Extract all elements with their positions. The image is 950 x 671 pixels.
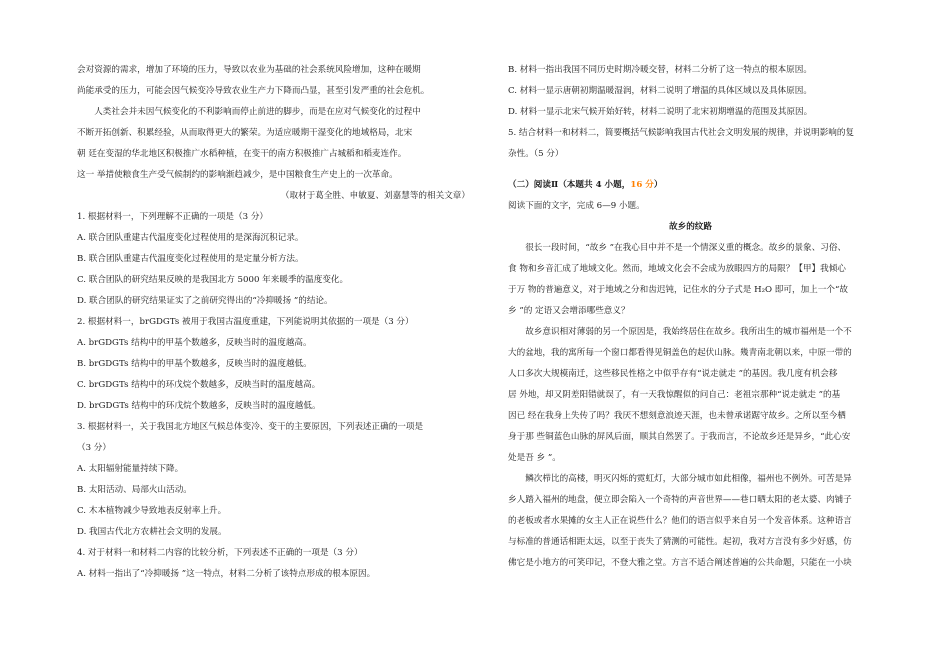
text-line: 会对资源的需求，增加了环境的压力，导致以农业为基础的社会系统风险增加，这种在暖期 [77,65,421,75]
text-line: 人类社会并未因气候变化的不利影响而停止前进的脚步，而是在应对气候变化的过程中 [94,107,421,117]
option: B. brGDGTs 结构中的甲基个数越多，反映当时的温度越低。 [77,359,312,369]
option: D. 联合团队的研究结果证实了之前研究得出的“冷抑暖扬 ”的结论。 [77,296,333,306]
option: D. 我国古代北方农耕社会文明的发展。 [77,527,227,537]
option: B. 材料一指出我国不同历史时期冷暖交替，材料二分析了这一特点的根本原因。 [508,65,812,75]
question-3: 3. 根据材料一，关于我国北方地区气候总体变冷、变干的主要原因，下列表述正确的一项是 [77,422,424,432]
essay-line: 的老板或者水果摊的女主人正在说些什么？他们的语言似乎来自另一个发音体系。这种语言 [508,516,852,526]
essay-line: 佛它是小地方的可笑印记，不登大雅之堂。方言不适合阐述普遍的公共命题，只能在一小块 [508,558,852,568]
essay-line: 人口多次大规模南迁，这些移民性格之中似乎存有“说走就走 ”的基因。我几度有机会移 [508,369,838,379]
section-prefix: （二）阅读Ⅱ（本题共 4 小题， [508,180,631,190]
section-heading [508,175,873,196]
option: C. 联合团队的研究结果反映的是我国北方 5000 年来暖季的温度变化。 [77,275,349,285]
option: D. brGDGTs 结构中的环戊烷个数越多，反映当时的温度越低。 [77,401,321,411]
essay-line: 身于那 些铜蓝色山脉的屏风后面，顺其自然罢了。于我而言，不论故乡还是异乡，“此心安 [508,432,851,442]
section-suffix: ） [653,180,663,190]
essay-line: 鳞次栉比的高楼，明灭闪烁的霓虹灯，大部分城市如此相像，福州也不例外。可苦是异 [525,474,852,484]
essay-line: 大的盆地，我的寓所每一个窗口都看得见铜盖色的起伏山脉。幾青南北朝以来，中原一带的 [508,348,852,358]
question-4: 4. 对于材料一和材料二内容的比较分析，下列表述不正确的一项是（3 分） [77,548,363,558]
question-1: 1. 根据材料一，下列理解不正确的一项是（3 分） [77,212,269,222]
text-line: 尚能承受的压力，可能会因气候变冷导致农业生产力下降而凸显，甚至引发严重的社会危机。 [77,86,430,96]
option: C. brGDGTs 结构中的环戊烷个数越多，反映当时的温度越高。 [77,380,321,390]
option: C. 材料一显示唐朝初期温暖湿润，材料二说明了增温的具体区域以及具体原因。 [508,86,812,96]
question-5-cont: 杂性。（5 分） [508,149,564,159]
option: C. 木本植物减少导致地表反射率上升。 [77,506,227,516]
option: B. 太阳活动、局部火山活动。 [77,485,192,495]
question-5: 5. 结合材料一和材料二，简要概括气候影响我国古代社会文明发展的规律，并说明影响的复 [508,128,855,138]
right-column [508,60,873,574]
option: A. 太阳辐射能量持续下降。 [77,464,184,474]
essay-line: 与标准的普通话相距太远，以至于丧失了猜测的可能性。起初，我对方言没有多少好感，仿 [508,537,852,547]
text-line: 不断开拓创新、积累经验，从而取得更大的繁荣。为适应暖期干湿变化的地域格局，北宋 [77,128,413,138]
essay-line: 食 物和乡音汇成了地域文化。然而，地域文化会不会成为放眼四方的局限？【甲】我倾心 [508,264,846,274]
section-score: 16 分 [630,180,654,190]
left-column [77,60,470,585]
essay-line: 于万 物的普遍意义，对于地域之分和齿迟钝，记住水的分子式是 H₂O 即可，加上一个“故 [508,285,848,295]
option: A. 材料一指出了“冷抑暖扬 ”这一特点，材料二分析了该特点形成的根本原因。 [77,569,376,579]
source-citation: （取材于葛全胜、申敏夏、刘嘉慧等的相关文章） [280,191,470,201]
question-3-score: （3 分） [77,443,111,453]
essay-line: 因已 经在我身上失传了吗？我厌不想刻意浪迹天涯，也未曾承诺踞守故乡。之所以至今栖 [508,411,846,421]
question-2: 2. 根据材料一，brGDGTs 被用于我国古温度重建，下列能说明其依据的一项是（3 分） [77,317,414,327]
essay-line: 故乡意识相对薄弱的另一个原因是，我始终居住在故乡。我所出生的城市福州是一个不 [525,327,852,337]
option: B. 联合团队重建古代温度变化过程使用的是定量分析方法。 [77,254,304,264]
option: A. brGDGTs 结构中的甲基个数越多，反映当时的温度越高。 [77,338,312,348]
option: A. 联合团队重建古代温度变化过程使用的是深海沉积记录。 [77,233,304,243]
essay-line: 乡人踏入福州的地盘，便立即会陷入一个奇特的声音世界——巷口晒太阳的老太婆、肉铺子 [508,495,852,505]
essay-line: 居 外地，却又阴差阳错就误了，有一天我惊醒似的问自己：老祖宗那种“说走就走 ”的基 [508,390,841,400]
essay-line: 很长一段时间，“故乡 ”在我心目中并不是一个情深义重的概念。故乡的景象、习俗、 [525,243,847,253]
essay-line: 乡 ”的 定语又会增添哪些意义？ [508,306,630,316]
essay-line: 处是吾 乡 ”。 [508,453,561,463]
text-line: 这一 举措使粮食生产受气候制约的影响渐趋减少，是中国粮食生产史上的一次革命。 [77,170,398,180]
option: D. 材料一显示北宋气候开始好转，材料二说明了北宋初期增温的范围及其原因。 [508,107,813,117]
reading-instruction: 阅读下面的文字，完成 6—9 小题。 [508,201,645,211]
essay-title: 故乡的纹路 [669,222,712,232]
text-line: 朝 廷在变湿的华北地区积极推广水稻种植，在变干的南方积极推广占城稻和稻麦连作。 [77,149,407,159]
